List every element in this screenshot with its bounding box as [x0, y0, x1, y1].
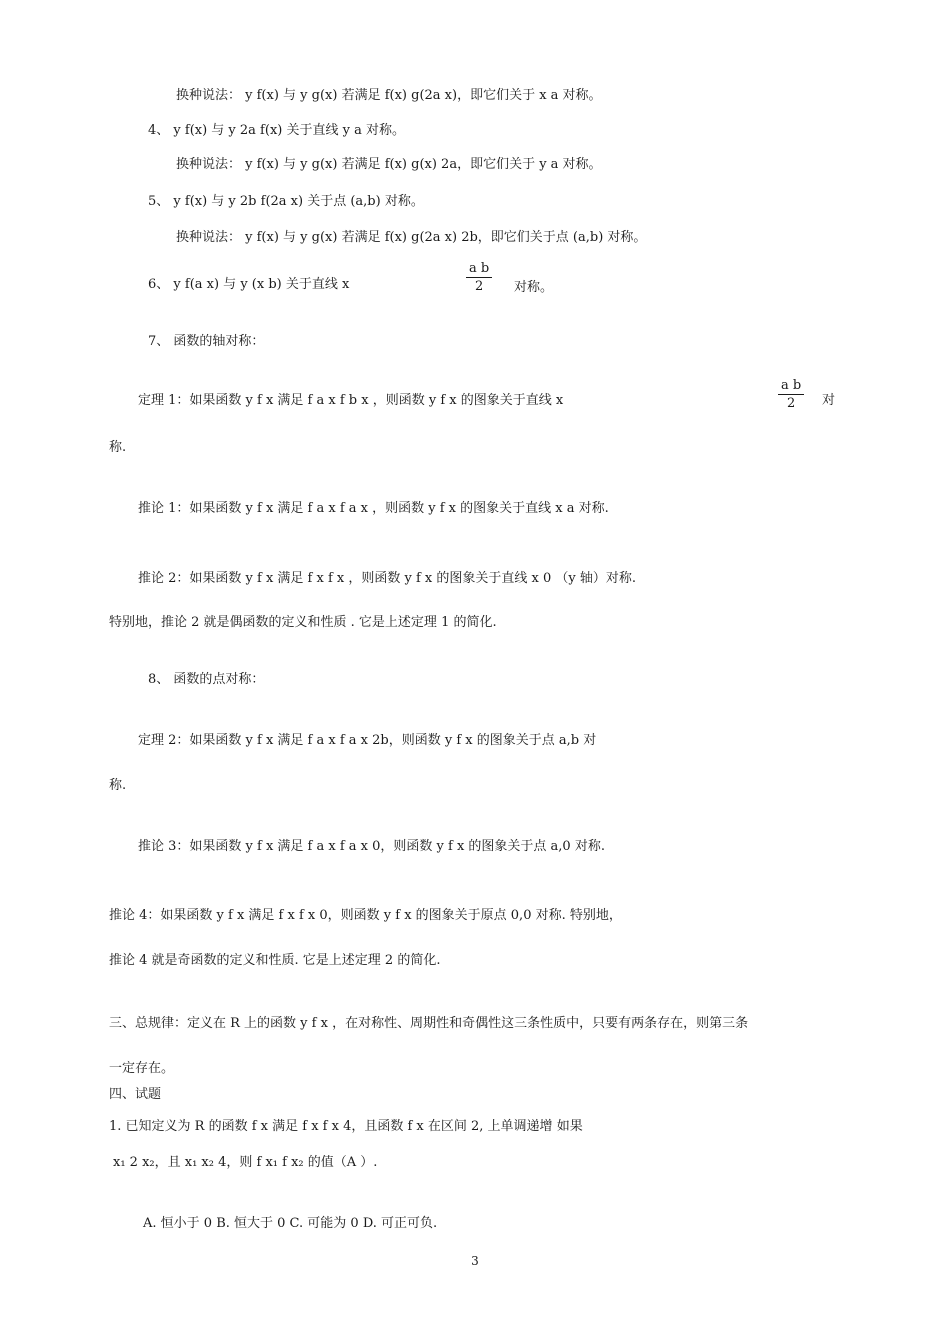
general-rule: 三、总规律：定义在 R 上的函数 y f x ，在对称性、周期性和奇偶性这三条性质中，只要有两条存在，则第三条 [109, 1016, 749, 1031]
text-line: 对 [822, 393, 836, 408]
fraction [466, 261, 492, 294]
section-heading-exercises: 四、试题 [109, 1087, 162, 1102]
fraction-numerator: a b [466, 261, 492, 278]
question-1: 1. 已知定义为 R 的函数 f x 满足 f x f x 4，且函数 f x 在区间 2, 上单调递增 如果 [109, 1119, 583, 1134]
section-heading-8: 8、 函数的点对称： [148, 672, 265, 687]
text-line: 称. [109, 778, 127, 793]
theorem-2: 定理 2：如果函数 y f x 满足 f a x f a x 2b，则函数 y f x 的图象关于点 a,b 对 [138, 733, 597, 748]
list-item-6: 6、 y f(a x) 与 y (x b) 关于直线 x [148, 277, 350, 292]
list-item-4: 4、 y f(x) 与 y 2a f(x) 关于直线 y a 对称。 [148, 123, 405, 138]
fraction [778, 378, 804, 411]
fraction-denominator: 2 [786, 396, 796, 411]
text-line: 推论 4 就是奇函数的定义和性质. 它是上述定理 2 的简化. [109, 953, 441, 968]
text-line: 称. [109, 440, 127, 455]
text-line: 换种说法： y f(x) 与 y g(x) 若满足 f(x) g(2a x) 2b，即它们关于点 (a,b) 对称。 [176, 230, 647, 245]
fraction-denominator: 2 [474, 279, 484, 294]
corollary-2: 推论 2：如果函数 y f x 满足 f x f x ，则函数 y f x 的图象关于直线 x 0 （y 轴）对称. [138, 571, 636, 586]
text-line: 对称。 [514, 280, 554, 295]
corollary-1: 推论 1：如果函数 y f x 满足 f a x f a x ，则函数 y f x 的图象关于直线 x a 对称. [138, 501, 609, 516]
section-heading-7: 7、 函数的轴对称： [148, 334, 265, 349]
corollary-4: 推论 4：如果函数 y f x 满足 f x f x 0，则函数 y f x 的图象关于原点 0,0 对称. 特别地， [109, 908, 622, 923]
fraction-numerator: a b [778, 378, 804, 395]
answer-options: A. 恒小于 0 B. 恒大于 0 C. 可能为 0 D. 可正可负. [143, 1216, 438, 1231]
question-1-line-2: x₁ 2 x₂，且 x₁ x₂ 4，则 f x₁ f x₂ 的值（A ）. [113, 1155, 378, 1170]
corollary-3: 推论 3：如果函数 y f x 满足 f a x f a x 0，则函数 y f x 的图象关于点 a,0 对称. [138, 839, 605, 854]
text-line: 换种说法： y f(x) 与 y g(x) 若满足 f(x) g(2a x)，即它们关于 x a 对称。 [176, 88, 602, 103]
text-line: 一定存在。 [109, 1061, 175, 1076]
text-line: 特别地，推论 2 就是偶函数的定义和性质 . 它是上述定理 1 的简化. [109, 615, 497, 630]
text-line: 换种说法： y f(x) 与 y g(x) 若满足 f(x) g(x) 2a，即它们关于 y a 对称。 [176, 157, 602, 172]
list-item-5: 5、 y f(x) 与 y 2b f(2a x) 关于点 (a,b) 对称。 [148, 194, 424, 209]
page-number: 3 [471, 1254, 479, 1268]
theorem-1: 定理 1：如果函数 y f x 满足 f a x f b x ，则函数 y f x 的图象关于直线 x [138, 393, 564, 408]
